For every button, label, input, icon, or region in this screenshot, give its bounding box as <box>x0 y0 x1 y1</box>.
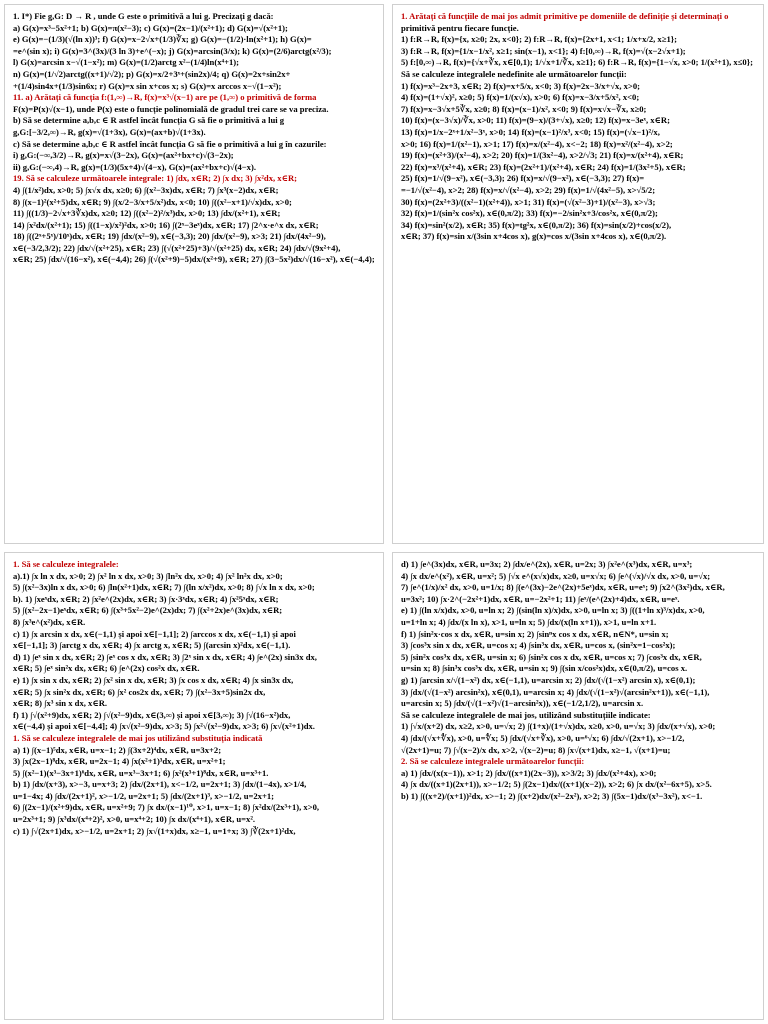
exercise-line: b) Să se determine a,b,c ∈ R astfel încât funcția G să fie o primitivă a lui g <box>13 115 285 126</box>
exercise-line: 19) f(x)=(x²+3)/(x²−4), x>2; 20) f(x)=1/(3x²−4), x>2/√3; 21) f(x)=x/(x²+4), x∈R; <box>401 150 684 161</box>
exercise-line: u=1−4x; 4) ∫dx/(2x+1)², x>−1/2, u=2x+1; 5) ∫dx/(2x+1)³, x>−1/2, u=2x+1; <box>13 790 275 801</box>
exercise-line: x∈(−4,4) și apoi x∈[−4,4]; 4) ∫x√(x²−9)dx, x>3; 5) ∫x²√(x²−9)dx, x>3; 6) ∫x√(x²+1)dx. <box>13 721 315 732</box>
exercise-line: x>0; 16) f(x)=1/(x²−1), x>1; 17) f(x)=x/(x²−4), x<−2; 18) f(x)=x²/(x²−4), x>2; <box>401 138 673 149</box>
exercise-heading: 19. Să se calculeze următoarele integrale: 1) ∫dx, x∈R; 2) ∫x dx; 3) ∫x²dx, x∈R; <box>13 173 298 184</box>
exercise-line: c) 1) ∫√(2x+1)dx, x>−1/2, u=2x+1; 2) ∫x√(1+x)dx, x≥−1, u=1+x; 3) ∫∛(2x+1)²dx, <box>13 825 296 836</box>
exercise-line: 11) ∫((1/3)−2√x+3∛x)dx, x≥0; 12) ∫((x²−2)²/x³)dx, x>0; 13) ∫dx/(x²+1), x∈R; <box>13 208 281 219</box>
exercise-line: u=sin x; 8) ∫sin³x cos³x dx, x∈R, u=sin x; 9) ∫(sin x/cos²x)dx, x∈(0,π/2), u=cos x. <box>401 663 688 674</box>
page-text <box>5 5 383 272</box>
exercise-line: 5) f:[0,∞)→R, f(x)={√x+∛x, x∈[0,1); 1/√x+1/∛x, x≥1}; 6) f:R→R, f(x)={1−√x, x>0; 1/(x²+1), x≤0}; <box>401 57 753 68</box>
exercise-line: 4) ∫dx/(√x+∜x), x>0, u=∜x; 5) ∫dx/(√x+∛x), x>0, u=⁶√x; 6) ∫dx/√(2x+1), x>−1/2, <box>401 732 685 743</box>
exercise-line: f) 1) ∫sin²x·cos x dx, x∈R, u=sin x; 2) ∫sinⁿx cos x dx, x∈R, n∈N*, u=sin x; <box>401 628 669 639</box>
exercise-heading: 1. Arătați că funcțiile de mai jos admit primitive pe domeniile de definiție și determinați o <box>401 11 729 21</box>
exercise-line: 8) ∫x³e^(x²)dx, x∈R. <box>13 616 86 627</box>
exercise-line: 4) f(x)=(1+√x)², x≥0; 5) f(x)=1/(x√x), x>0; 6) f(x)=x−3/x+5/x², x<0; <box>401 92 640 103</box>
exercise-line: F(x)=P(x)√(x−1), unde P(x) este o funcție polinomială de gradul trei care se va preciza. <box>13 103 329 114</box>
exercise-heading: 2. Să se calculeze integralele următoarelor funcții: <box>401 756 585 767</box>
exercise-line: 18) ∫((2ˣ+5ˣ)/10ˣ)dx, x∈R; 19) ∫dx/(x²−9), x∈(−3,3); 20) ∫dx/(x²−9), x>3; 21) ∫dx/(4x²−9), <box>13 231 326 242</box>
exercise-line: 6) ∫(2x−1)/(x²+9)dx, x∈R, u=x²+9; 7) ∫x dx/(x−1)¹⁰, x>1, u=x−1; 8) ∫x²dx/(2x³+1), x>0, <box>13 802 320 813</box>
worksheet-page-top-left <box>4 4 384 544</box>
exercise-line: u=1+ln x; 4) ∫dx/(x ln x), x>1, u=ln x; 5) ∫dx/(x(ln x+1)), x>1, u=ln x+1. <box>401 616 657 627</box>
exercise-line: a) G(x)=x³−5x²+1; b) G(x)=π(x²−3); c) G(x)=(2x−1)/(x²+1); d) G(x)=√(x²+1); <box>13 22 288 33</box>
exercise-line: 3) f:R→R, f(x)={1/x−1/x², x≥1; sin(x−1), x<1}; 4) f:[0,∞)→R, f(x)=√(x−2√x+1); <box>401 45 686 56</box>
exercise-line: 1) ∫√x/(x+2) dx, x≥2, x>0, u=√x; 2) ∫(1+x)/(1+√x)dx, x≥0, x>0, u=√x; 3) ∫dx/(x+√x), x>0; <box>401 721 716 732</box>
exercise-line: g) 1) ∫arcsin x/√(1−x²) dx, x∈(−1,1), u=arcsin x; 2) ∫dx/(√(1−x²) arcsin x), x∈(0,1); <box>401 674 696 685</box>
exercise-line: c) Să se determine a,b,c ∈ R astfel încât funcția G să fie o primitivă a lui g în cazurile: <box>13 138 327 149</box>
exercise-line: 5) ∫(x²−3x)ln x dx, x>0; 6) ∫ln(x²+1)dx, x∈R; 7) ∫(ln x/x²)dx, x>0; 8) ∫√x ln x dx, x>0; <box>13 582 315 593</box>
exercise-line: d) 1) ∫e^(3x)dx, x∈R, u=3x; 2) ∫dx/e^(2x), x∈R, u=2x; 3) ∫x²e^(x³)dx, x∈R, u=x³; <box>401 559 693 569</box>
exercise-line: 7) f(x)=x−3√x+5∛x, x≥0; 8) f(x)=(x−1)/x², x<0; 9) f(x)=x√x−∛x, x≥0; <box>401 103 647 114</box>
exercise-line: u=arcsin x; 5) ∫dx/(√(1−x²)√(1−arcsin²x)), x∈(−1/2,1/2), u=arcsin x. <box>401 698 644 709</box>
exercise-line: 5) ∫(x²−2x−1)eˣdx, x∈R; 6) ∫(x³+5x²−2)e^(2x)dx; 7) ∫(x²+2x)e^(3x)dx, x∈R; <box>13 605 283 616</box>
exercise-line: n) G(x)=(1/√2)arctg((x+1)/√2); p) G(x)=x/2+3ˣ+(sin2x)/4; q) G(x)=2x+sin2x+ <box>13 68 291 79</box>
exercise-line: d) 1) ∫eˣ sin x dx, x∈R; 2) ∫eˣ cos x dx, x∈R; 3) ∫2ˣ sin x dx, x∈R; 4) ∫e^(2x) sin3x dx, <box>13 651 317 662</box>
exercise-line: Să se calculeze integralele de mai jos, utilizând substituțiile indicate: <box>401 709 651 720</box>
exercise-line: 25) f(x)=1/√(9−x²), x∈(−3,3); 26) f(x)=x/√(9−x²), x∈(−3,3); 27) f(x)= <box>401 173 645 184</box>
worksheet-page-bottom-left <box>4 552 384 1020</box>
exercise-line: 1. I*) Fie g,G: D → R , unde G este o primitivă a lui g. Precizați g dacă: <box>13 11 274 21</box>
exercise-line: 3) ∫x(2x−1)⁸dx, x∈R, u=2x−1; 4) ∫x(x²+1)³dx, x∈R, u=x²+1; <box>13 756 226 767</box>
exercise-line: 4) ∫(1/x²)dx, x>0; 5) ∫x√x dx, x≥0; 6) ∫(x²−3x)dx, x∈R; 7) ∫x³(x−2)dx, x∈R; <box>13 184 279 195</box>
exercise-line: 14) ∫x²dx/(x²+1); 15) ∫((1−x)/x²)²dx, x>0; 16) ∫(2ˣ−3eˣ)dx, x∈R; 17) ∫2^x·e^x dx, x∈R; <box>13 219 319 230</box>
exercise-line: 7) ∫e^(1/x)/x² dx, x>0, u=1/x; 8) ∫(e^(3x)−2e^(2x)+5eˣ)dx, x∈R, u=eˣ; 9) ∫x2^(3x²)dx, x∈R, <box>401 582 725 593</box>
exercise-line: √(2x+1)=u; 7) ∫√(x−2)/x dx, x>2, √(x−2)=u; 8) ∫x√(x+1)dx, x≥−1, √(x+1)=u; <box>401 744 671 755</box>
exercise-line: 3) ∫cos³x sin x dx, x∈R, u=cos x; 4) ∫sin³x dx, x∈R, u=cos x, (sin²x=1−cos²x); <box>401 640 676 651</box>
exercise-heading: 1. Să se calculeze integralele de mai jos utilizând substituția indicată <box>13 732 263 743</box>
exercise-line: ii) g,G:(−∞,4)→R, g(x)=(1/3)(5x+4)√(4−x), G(x)=(ax²+bx+c)√(4−x). <box>13 161 256 172</box>
exercise-line: u=3x²; 10) ∫x·2^(−2x²+1)dx, x∈R, u=−2x²+1; 11) ∫eˣ/(e^(2x)+4)dx, x∈R, u=eˣ. <box>401 593 680 604</box>
exercise-line: 4) ∫x dx/((x+1)(2x+1)), x>−1/2; 5) ∫(2x−1)dx/((x+1)(x−2)), x>2; 6) ∫x dx/(x²−6x+5), x>5. <box>401 779 712 790</box>
exercise-line: x∈R; 5) ∫x sin²x dx, x∈R; 6) ∫x² cos2x dx, x∈R; 7) ∫(x²−3x+5)sin2x dx, <box>13 686 266 697</box>
worksheet-page-bottom-right <box>392 552 764 1020</box>
exercise-line: b) 1) ∫dx/(x+3), x>−3, u=x+3; 2) ∫dx/(2x+1), x<−1/2, u=2x+1; 3) ∫dx/(1−4x), x>1/4, <box>13 779 307 790</box>
exercise-line: 5) ∫(x²−1)(x³−3x+1)⁶dx, x∈R, u=x³−3x+1; 6) ∫x²(x³+1)⁸dx, x∈R, u=x³+1. <box>13 767 269 778</box>
exercise-line: Să se calculeze integralele nedefinite ale următoarelor funcții: <box>401 68 627 79</box>
exercise-line: a) 1) ∫(x−1)⁵dx, x∈R, u=x−1; 2) ∫(3x+2)⁴dx, x∈R, u=3x+2; <box>13 744 222 755</box>
exercise-line: x∈[−1,1]; 3) ∫arctg x dx, x∈R; 4) ∫x arctg x, x∈R; 5) ∫(arcsin x)²dx, x∈(−1,1). <box>13 640 291 651</box>
exercise-line: 34) f(x)=sin²(x/2), x∈R; 35) f(x)=tg²x, x∈(0,π/2); 36) f(x)=sin(x/2)+cos(x/2), <box>401 219 672 230</box>
exercise-line: 32) f(x)=1/(sin²x cos²x), x∈(0,π/2); 33) f(x)=−2/sin²x+3/cos²x, x∈(0,π/2); <box>401 208 658 219</box>
exercise-line: e) G(x)=−(1/3)(√(ln x))³; f) G(x)=x−2√x+(1/3)∛x; g) G(x)=−(1/2)·ln(x²+1); h) G(x)= <box>13 34 312 45</box>
exercise-line: x∈R; 8) ∫x³ sin x dx, x∈R. <box>13 698 108 709</box>
exercise-line: u=2x³+1; 9) ∫x³dx/(x⁴+2)², x>0, u=x⁴+2; 10) ∫x dx/(x⁴+1), x∈R, u=x². <box>13 814 256 825</box>
exercise-line: e) 1) ∫(ln x/x)dx, x>0, u=ln x; 2) ∫(sin(ln x)/x)dx, x>0, u=ln x; 3) ∫((1+ln x)³/x)dx, x>0, <box>401 605 705 616</box>
exercise-line: 4) ∫x dx/e^(x²), x∈R, u=x²; 5) ∫√x e^(x√x)dx, x≥0, u=x√x; 6) ∫e^(√x)/√x dx, x>0, u=√x; <box>401 570 711 581</box>
exercise-line: 1) f:R→R, f(x)={x, x≥0; 2x, x<0}; 2) f:R→R, f(x)={2x+1, x<1; 1/x+x/2, x≥1}; <box>401 34 677 45</box>
exercise-line: b) 1) ∫((x+2)/(x+1))²dx, x>−1; 2) ∫(x+2)dx/(x²−2x²), x>2; 3) ∫(5x−1)dx/(x³−3x²), x<−1. <box>401 790 703 801</box>
page-text <box>5 553 383 843</box>
exercise-line: 5) ∫sin²x cos³x dx, x∈R, u=sin x; 6) ∫sin²x cos x dx, x∈R, u=cos x; 7) ∫cos³x dx, x∈R, <box>401 651 702 662</box>
worksheet-page-top-right <box>392 4 764 544</box>
exercise-line: x∈(−3/2,3/2); 22) ∫dx/√(x²+25), x∈R; 23) ∫(√(x²+25)+3)/√(x²+25) dx, x∈R; 24) ∫dx/√(9x²+4), <box>13 242 341 253</box>
exercise-line: c) 1) ∫x arcsin x dx, x∈(−1,1) și apoi x∈[−1,1]; 2) ∫arccos x dx, x∈(−1,1) și apoi <box>13 628 296 639</box>
exercise-line: primitivă pentru fiecare funcție. <box>401 22 519 33</box>
exercise-line: 22) f(x)=x³/(x²+4), x∈R; 23) f(x)=(2x²+1)/(x²+4), x∈R; 24) f(x)=1/(3x²+5), x∈R; <box>401 161 686 172</box>
exercise-line: 10) f(x)=(x−3√x)/∛x, x>0; 11) f(x)=(9−x)/(3+√x), x≥0; 12) f(x)=x−3eˣ, x∈R; <box>401 115 670 126</box>
exercise-line: x∈R; 25) ∫dx/√(16−x²), x∈(−4,4); 26) ∫(√(x²+9)−5)dx/(x²+9), x∈R; 27) ∫(3−5x²)dx/√(16−x²), x∈(−4,4); <box>13 254 375 265</box>
exercise-line: x∈R; 5) ∫eˣ sin²x dx, x∈R; 6) ∫e^(2x) cos²x dx, x∈R. <box>13 663 200 674</box>
exercise-line: e) 1) ∫x sin x dx, x∈R; 2) ∫x² sin x dx, x∈R; 3) ∫x cos x dx, x∈R; 4) ∫x sin3x dx, <box>13 674 294 685</box>
page-text <box>393 553 763 808</box>
exercise-line: i) g,G:(−∞,3/2)→R, g(x)=x√(3−2x), G(x)=(ax²+bx+c)√(3−2x); <box>13 150 234 161</box>
exercise-line: 1) f(x)=x³−2x+3, x∈R; 2) f(x)=x+5/x, x<0; 3) f(x)=2x−3/x+√x, x>0; <box>401 80 640 91</box>
page-text <box>393 5 763 249</box>
exercise-line: b). 1) ∫xeˣdx, x∈R; 2) ∫x²e^(2x)dx, x∈R; 3) ∫x·3ˣdx, x∈R; 4) ∫x²5ˣdx, x∈R; <box>13 593 279 604</box>
exercise-line: a).1) ∫x ln x dx, x>0; 2) ∫x² ln x dx, x>0; 3) ∫ln²x dx, x>0; 4) ∫x² ln²x dx, x>0; <box>13 570 283 581</box>
exercise-line: 8) ∫(x−1)²(x²+5)dx, x∈R; 9) ∫(x/2−3/x+5/x²)dx, x<0; 10) ∫((x²−x+1)/√x)dx, x>0; <box>13 196 292 207</box>
exercise-line: a) 1) ∫dx/(x(x−1)), x>1; 2) ∫dx/((x+1)(2x−3)), x>3/2; 3) ∫dx/(x²+4x), x>0; <box>401 767 657 778</box>
exercise-line: 13) f(x)=1/x−2ˣ+1/x²−3ˣ, x>0; 14) f(x)=(x−1)²/x³, x<0; 15) f(x)=(√x−1)²/x, <box>401 126 660 137</box>
exercise-line: x∈R; 37) f(x)=sin x/(3sin x+4cos x), g(x)=cos x/(3sin x+4cos x), x∈(0,π/2). <box>401 231 667 242</box>
exercise-line: +(1/4)sin4x+(1/3)sin6x; r) G(x)=x sin x+cos x; s) G(x)=x arccos x−√(1−x²); <box>13 80 282 91</box>
exercise-line: 3) ∫dx/(√(1−x²) arcsin²x), x∈(0,1), u=arcsin x; 4) ∫dx/(√(1−x²)√(arcsin²x+1)), x∈(−1,1), <box>401 686 710 697</box>
exercise-line: l) G(x)=arcsin x−√(1−x²); m) G(x)=(1/2)arctg x²−(1/4)ln(x⁴+1); <box>13 57 239 68</box>
exercise-heading: 1. Să se calculeze integralele: <box>13 559 119 569</box>
exercise-line: =e^(sin x); i) G(x)=3^(3x)/(3 ln 3)+e^(−x); j) G(x)=arcsin(3/x); k) G(x)=(2/6)arctg(x²/3); <box>13 45 332 56</box>
exercise-line: g,G:[−3/2,∞)→R, g(x)=√(1+3x), G(x)=(ax+b)√(1+3x). <box>13 126 206 137</box>
exercise-line: f) 1) ∫√(x²+9)dx, x∈R; 2) ∫√(x²−9)dx, x∈(3,∞) și apoi x∈[3,∞); 3) ∫√(16−x²)dx, <box>13 709 291 720</box>
exercise-heading: 11. a) Arătați că funcția f:(1,∞)→R, f(x)=x³√(x−1) are pe (1,∞) o primitivă de forma <box>13 92 317 103</box>
exercise-line: 30) f(x)=(2x²+3)/((x²−1)(x²+4)), x>1; 31) f(x)=(√(x²−3)+1)/(x²−3), x>√3; <box>401 196 656 207</box>
exercise-line: =−1/√(x²−4), x>2; 28) f(x)=x/√(x²−4), x>2; 29) f(x)=1/√(4x²−5), x>√5/2; <box>401 184 656 195</box>
